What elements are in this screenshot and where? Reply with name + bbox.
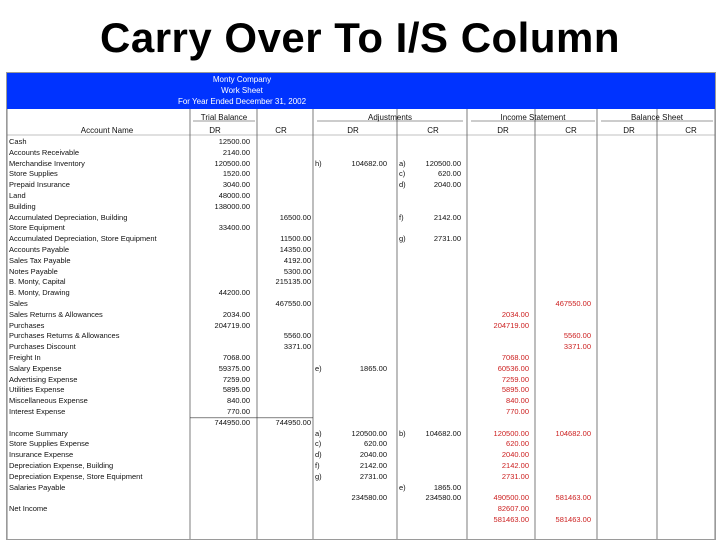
slide-title: Carry Over To I/S Column — [100, 14, 620, 61]
income-statement-dr: 490500.00 — [493, 493, 529, 503]
account-name: Notes Payable — [9, 266, 58, 276]
account-name: Sales Tax Payable — [9, 255, 71, 265]
adjustment-cr: 1865.00 — [433, 482, 461, 492]
adjustment-dr: 620.00 — [364, 439, 387, 449]
account-name: Accounts Receivable — [9, 147, 80, 157]
trial-balance-cr: 16500.00 — [279, 212, 311, 222]
dr-cr-header: CR — [565, 126, 577, 135]
account-name: B. Monty, Capital — [9, 277, 66, 287]
trial-balance-cr: 14350.00 — [279, 245, 311, 254]
trial-balance-cr: 4192.00 — [283, 255, 311, 265]
account-name: Building — [9, 201, 36, 211]
account-name: Salaries Payable — [9, 482, 66, 492]
worksheet-name: Work Sheet — [221, 86, 263, 95]
account-name: Interest Expense — [9, 407, 66, 416]
account-name: Advertising Expense — [9, 374, 78, 384]
account-name: Store Supplies Expense — [9, 439, 90, 449]
adjustment-ref: f) — [399, 212, 404, 222]
adjustment-dr: 2040.00 — [359, 450, 387, 460]
trial-balance-dr: 2034.00 — [222, 309, 250, 319]
adjustment-ref: e) — [399, 482, 406, 492]
trial-balance-dr: 7259.00 — [222, 374, 250, 384]
account-name: Prepaid Insurance — [9, 180, 70, 190]
account-name: Net Income — [9, 504, 48, 514]
dr-cr-header: CR — [685, 126, 697, 135]
account-name: Purchases — [9, 320, 45, 330]
account-name: Accumulated Depreciation, Store Equipment — [9, 234, 157, 244]
adjustment-dr: 234580.00 — [351, 493, 387, 503]
adjustment-cr: 104682.00 — [425, 428, 461, 438]
trial-balance-dr: 744950.00 — [214, 417, 250, 427]
account-name: Store Supplies — [9, 169, 58, 179]
account-name: Income Summary — [9, 428, 68, 438]
income-statement-cr: 467550.00 — [555, 299, 591, 308]
adjustment-ref: g) — [315, 471, 322, 481]
account-name: Depreciation Expense, Store Equipment — [9, 471, 143, 481]
income-statement-dr: 7068.00 — [501, 353, 529, 362]
trial-balance-dr: 33400.00 — [218, 223, 250, 233]
income-statement-dr: 82607.00 — [497, 504, 529, 514]
adjustment-ref: e) — [315, 363, 322, 373]
adjustment-dr: 2142.00 — [359, 461, 387, 470]
adjustment-cr: 2731.00 — [433, 234, 461, 244]
trial-balance-cr: 5560.00 — [283, 331, 311, 341]
income-statement-dr: 2142.00 — [501, 461, 529, 470]
account-name: Accounts Payable — [9, 245, 70, 254]
trial-balance-dr: 5895.00 — [222, 385, 250, 395]
worksheet — [6, 72, 716, 540]
account-name: Land — [9, 191, 26, 200]
trial-balance-dr: 44200.00 — [218, 288, 250, 298]
account-header: Account Name — [80, 126, 134, 135]
group-header: Adjustments — [367, 113, 413, 122]
account-name: Merchandise Inventory — [9, 158, 85, 168]
account-name: Cash — [9, 137, 27, 146]
income-statement-dr: 770.00 — [506, 407, 529, 416]
income-statement-dr: 120500.00 — [493, 428, 529, 438]
account-name: Freight In — [9, 353, 41, 362]
income-statement-dr: 2040.00 — [501, 450, 529, 460]
adjustment-ref: a) — [315, 428, 322, 438]
trial-balance-cr: 215135.00 — [275, 277, 311, 287]
income-statement-dr: 204719.00 — [493, 320, 529, 330]
adjustment-ref: g) — [399, 234, 406, 244]
account-name: Utilities Expense — [9, 385, 65, 395]
trial-balance-dr: 204719.00 — [214, 320, 250, 330]
trial-balance-dr: 48000.00 — [218, 191, 250, 200]
adjustment-dr: 104682.00 — [351, 158, 387, 168]
income-statement-cr: 581463.00 — [555, 493, 591, 503]
worksheet-period: For Year Ended December 31, 2002 — [177, 97, 307, 106]
income-statement-dr: 7259.00 — [501, 374, 529, 384]
account-name: Sales — [9, 299, 28, 308]
adjustment-cr: 234580.00 — [425, 493, 461, 503]
dr-cr-header: CR — [427, 126, 439, 135]
account-name: Miscellaneous Expense — [9, 396, 88, 406]
trial-balance-cr: 11500.00 — [280, 234, 311, 244]
trial-balance-dr: 7068.00 — [222, 353, 250, 362]
group-header: Balance Sheet — [630, 113, 684, 122]
trial-balance-dr: 12500.00 — [218, 137, 250, 146]
adjustment-cr: 2142.00 — [433, 212, 461, 222]
account-name: Accumulated Depreciation, Building — [9, 212, 128, 222]
account-name: Depreciation Expense, Building — [9, 461, 114, 470]
adjustment-ref: c) — [315, 439, 322, 449]
trial-balance-cr: 744950.00 — [275, 417, 311, 427]
adjustment-ref: a) — [399, 158, 406, 168]
income-statement-cr: 3371.00 — [563, 342, 591, 352]
trial-balance-dr: 1520.00 — [222, 169, 250, 179]
adjustment-dr: 120500.00 — [351, 428, 387, 438]
trial-balance-dr: 2140.00 — [222, 147, 250, 157]
income-statement-dr: 60536.00 — [497, 363, 529, 373]
account-name: Purchases Returns & Allowances — [9, 331, 120, 341]
adjustment-dr: 1865.00 — [359, 363, 387, 373]
dr-cr-header: CR — [275, 126, 287, 135]
account-name: Insurance Expense — [9, 450, 74, 460]
income-statement-dr: 2731.00 — [501, 471, 529, 481]
account-name: Sales Returns & Allowances — [9, 309, 103, 319]
account-name: Purchases Discount — [9, 342, 76, 352]
adjustment-ref: b) — [399, 428, 406, 438]
trial-balance-cr: 467550.00 — [275, 299, 311, 308]
adjustment-ref: f) — [315, 461, 320, 470]
dr-cr-header: DR — [497, 126, 509, 135]
income-statement-dr: 2034.00 — [501, 309, 529, 319]
trial-balance-dr: 120500.00 — [214, 158, 250, 168]
adjustment-ref: c) — [399, 169, 406, 179]
adjustment-ref: d) — [315, 450, 322, 460]
adjustment-ref: h) — [315, 158, 322, 168]
group-header: Trial Balance — [200, 113, 248, 122]
account-name: Store Equipment — [9, 223, 65, 233]
trial-balance-cr: 3371.00 — [283, 342, 311, 352]
company-name: Monty Company — [212, 75, 272, 84]
trial-balance-cr: 5300.00 — [283, 266, 311, 276]
account-name: Salary Expense — [9, 363, 62, 373]
trial-balance-dr: 840.00 — [227, 396, 250, 406]
adjustment-ref: d) — [399, 180, 406, 190]
income-statement-cr: 581463.00 — [555, 515, 591, 524]
trial-balance-dr: 770.00 — [227, 407, 250, 416]
income-statement-dr: 620.00 — [506, 439, 529, 449]
income-statement-dr: 5895.00 — [501, 385, 529, 395]
group-header: Income Statement — [500, 113, 566, 122]
income-statement-dr: 581463.00 — [493, 515, 529, 524]
income-statement-dr: 840.00 — [506, 396, 529, 406]
adjustment-cr: 620.00 — [438, 169, 461, 179]
income-statement-cr: 5560.00 — [563, 331, 591, 341]
trial-balance-dr: 138000.00 — [214, 201, 250, 211]
account-name: B. Monty, Drawing — [9, 288, 70, 298]
adjustment-cr: 2040.00 — [433, 180, 461, 190]
dr-cr-header: DR — [623, 126, 635, 135]
trial-balance-dr: 3040.00 — [222, 180, 250, 190]
dr-cr-header: DR — [347, 126, 359, 135]
trial-balance-dr: 59375.00 — [218, 363, 250, 373]
income-statement-cr: 104682.00 — [555, 428, 591, 438]
dr-cr-header: DR — [209, 126, 221, 135]
adjustment-cr: 120500.00 — [425, 158, 461, 168]
adjustment-dr: 2731.00 — [359, 471, 387, 481]
